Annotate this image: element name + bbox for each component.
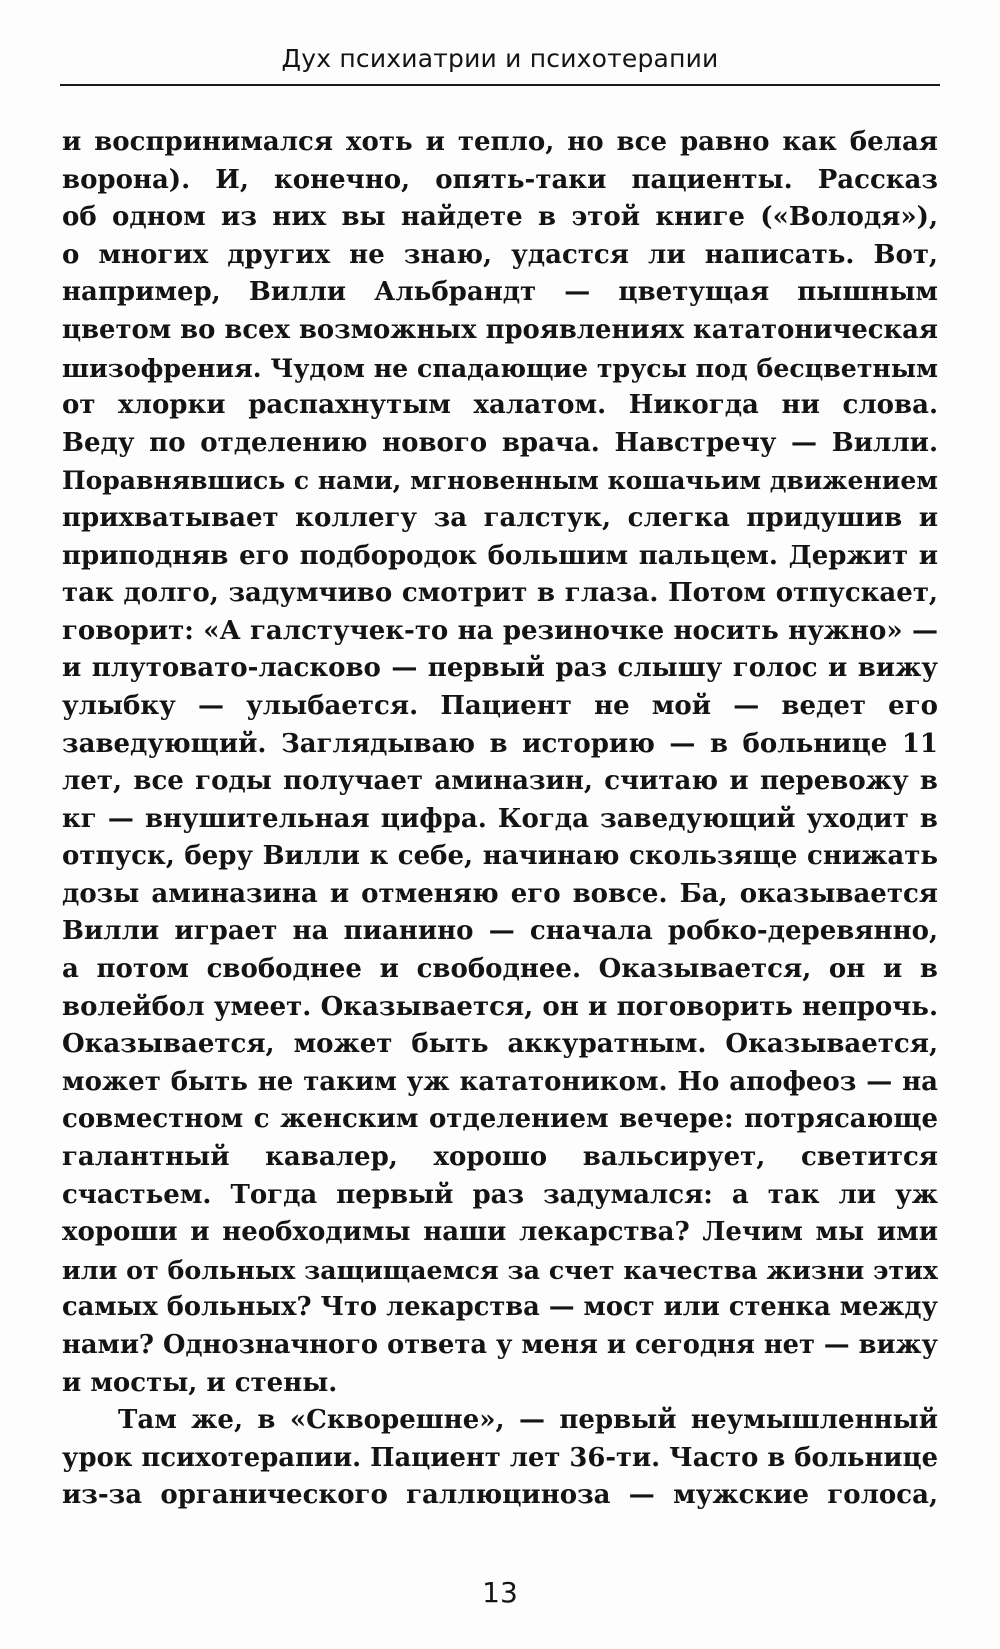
- text-line: отпуск, беру Вилли к себе, начинаю скользяще снижать: [62, 841, 938, 872]
- header-rule: [60, 84, 940, 86]
- running-header: Дух психиатрии и психотерапии: [281, 44, 719, 73]
- text-line: приподняв его подбородок большим пальцем. Держит и: [62, 540, 938, 571]
- text-line: из-за органического галлюциноза — мужские голоса,: [62, 1480, 938, 1511]
- text-line: кг — внушительная цифра. Когда заведующий уходит в: [62, 803, 938, 834]
- text-line: шизофрения. Чудом не спадающие трусы под бесцветным: [62, 352, 938, 383]
- text-line: дозы аминазина и отменяю его вовсе. Ба, оказывается: [62, 878, 938, 909]
- text-line: и мосты, и стены.: [62, 1367, 338, 1398]
- text-line: хороши и необходимы наши лекарства? Лечим мы ими: [62, 1217, 938, 1248]
- text-line: например, Вилли Альбрандт — цветущая пышным: [62, 277, 938, 308]
- text-line: или от больных защищаемся за счет качества жизни этих: [62, 1254, 938, 1285]
- text-line: Веду по отделению нового врача. Навстречу — Вилли.: [62, 427, 938, 458]
- text-line: Там же, в «Скворешне», — первый неумышленный: [118, 1405, 938, 1436]
- text-line: урок психотерапии. Пациент лет 36-ти. Часто в больнице: [62, 1442, 938, 1473]
- text-line: цветом во всех возможных проявлениях кататоническая: [62, 314, 938, 345]
- text-line: от хлорки распахнутым халатом. Никогда ни слова.: [62, 390, 938, 421]
- text-line: совместном с женским отделением вечере: потрясающе: [62, 1104, 938, 1135]
- text-line: ворона). И, конечно, опять-таки пациенты. Рассказ: [62, 164, 938, 195]
- text-line: волейбол умеет. Оказывается, он и поговорить непрочь.: [62, 991, 938, 1022]
- body-text: [62, 124, 938, 1515]
- text-line: счастьем. Тогда первый раз задумался: а так ли уж: [62, 1179, 938, 1210]
- text-line: а потом свободнее и свободнее. Оказывается, он и в: [62, 954, 938, 985]
- text-line: нами? Однозначного ответа у меня и сегодня нет — вижу: [62, 1330, 938, 1360]
- page-number: 13: [482, 1576, 518, 1609]
- text-line: Оказывается, может быть аккуратным. Оказывается,: [62, 1029, 938, 1060]
- text-line: говорит: «А галстучек-то на резиночке носить нужно» —: [62, 615, 938, 646]
- paragraph-2: [62, 1402, 938, 1515]
- paragraph-1: [62, 124, 938, 1402]
- text-line: самых больных? Что лекарства — мост или стенка между: [62, 1292, 938, 1323]
- text-line: о многих других не знаю, удастся ли написать. Вот,: [62, 239, 938, 270]
- text-line: заведующий. Заглядываю в историю — в больнице 11: [62, 728, 938, 759]
- text-line: прихватывает коллегу за галстук, слегка придушив и: [62, 502, 938, 533]
- text-line: и плутовато-ласково — первый раз слышу голос и вижу: [62, 653, 938, 684]
- text-line: улыбку — улыбается. Пациент не мой — ведет его: [62, 690, 938, 721]
- text-line: может быть не таким уж кататоником. Но апофеоз — на: [62, 1066, 938, 1097]
- text-line: галантный кавалер, хорошо вальсирует, светится: [62, 1142, 938, 1173]
- text-line: Вилли играет на пианино — сначала робко-деревянно,: [62, 916, 938, 947]
- text-line: об одном из них вы найдете в этой книге («Володя»),: [62, 202, 938, 233]
- text-line: лет, все годы получает аминазин, считаю и перевожу в: [62, 766, 938, 797]
- text-line: так долго, задумчиво смотрит в глаза. Потом отпускает,: [62, 578, 938, 609]
- text-line: и воспринимался хоть и тепло, но все равно как белая: [62, 127, 938, 157]
- text-line: Поравнявшись с нами, мгновенным кошачьим движением: [62, 466, 938, 496]
